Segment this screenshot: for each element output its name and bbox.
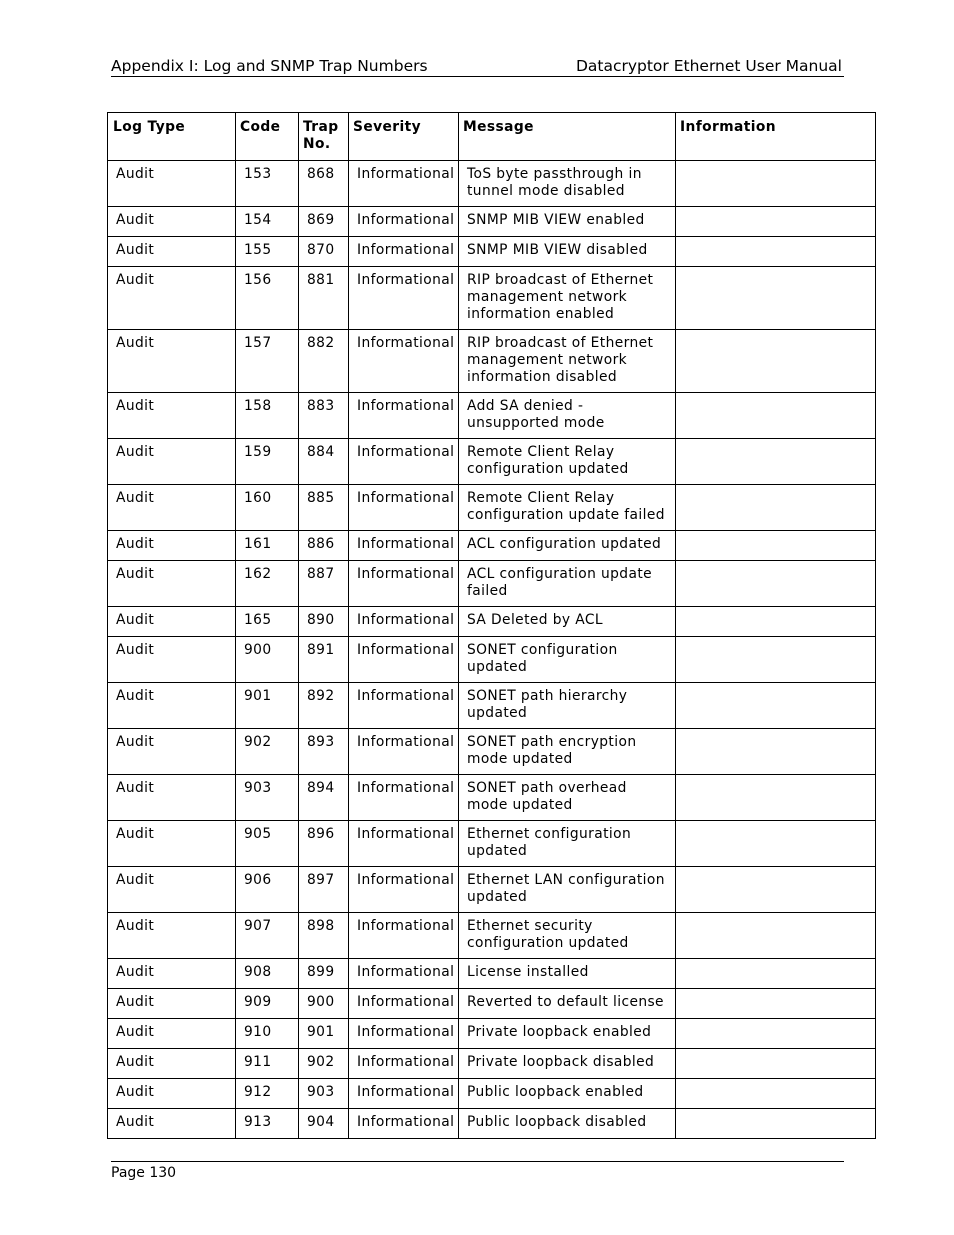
cell-information [676, 729, 876, 775]
cell-code: 910 [236, 1019, 299, 1049]
cell-log-type: Audit [108, 1079, 236, 1109]
cell-code: 165 [236, 607, 299, 637]
cell-code: 153 [236, 161, 299, 207]
table-row [108, 531, 876, 561]
cell-severity: Informational [349, 237, 459, 267]
cell-information [676, 867, 876, 913]
cell-severity: Informational [349, 393, 459, 439]
cell-trap-no: 900 [299, 989, 349, 1019]
cell-message: Ethernet LAN configuration updated [459, 867, 676, 913]
cell-trap-no: 893 [299, 729, 349, 775]
cell-trap-no: 868 [299, 161, 349, 207]
cell-code: 903 [236, 775, 299, 821]
cell-information [676, 393, 876, 439]
table-row [108, 1109, 876, 1139]
table-row [108, 207, 876, 237]
table-row [108, 393, 876, 439]
table-row [108, 683, 876, 729]
table-row [108, 959, 876, 989]
cell-trap-no: 881 [299, 267, 349, 330]
cell-trap-no: 892 [299, 683, 349, 729]
cell-log-type: Audit [108, 775, 236, 821]
cell-severity: Informational [349, 729, 459, 775]
cell-information [676, 1019, 876, 1049]
cell-information [676, 267, 876, 330]
cell-log-type: Audit [108, 485, 236, 531]
cell-code: 900 [236, 637, 299, 683]
cell-log-type: Audit [108, 393, 236, 439]
table-row [108, 607, 876, 637]
cell-severity: Informational [349, 867, 459, 913]
cell-trap-no: 869 [299, 207, 349, 237]
cell-code: 911 [236, 1049, 299, 1079]
column-header-severity: Severity [349, 113, 459, 161]
cell-message: Ethernet configuration updated [459, 821, 676, 867]
cell-information [676, 207, 876, 237]
cell-severity: Informational [349, 1109, 459, 1139]
cell-message: RIP broadcast of Ethernet management network information enabled [459, 267, 676, 330]
table-row [108, 821, 876, 867]
cell-trap-no: 902 [299, 1049, 349, 1079]
column-header-code: Code [236, 113, 299, 161]
cell-code: 908 [236, 959, 299, 989]
cell-log-type: Audit [108, 330, 236, 393]
table-row [108, 330, 876, 393]
table-row [108, 267, 876, 330]
column-header-information: Information [676, 113, 876, 161]
cell-severity: Informational [349, 913, 459, 959]
cell-code: 154 [236, 207, 299, 237]
cell-trap-no: 894 [299, 775, 349, 821]
cell-trap-no: 886 [299, 531, 349, 561]
cell-code: 913 [236, 1109, 299, 1139]
cell-message: SNMP MIB VIEW disabled [459, 237, 676, 267]
cell-severity: Informational [349, 607, 459, 637]
cell-trap-no: 897 [299, 867, 349, 913]
cell-log-type: Audit [108, 867, 236, 913]
cell-message: SA Deleted by ACL [459, 607, 676, 637]
cell-trap-no: 887 [299, 561, 349, 607]
cell-information [676, 531, 876, 561]
cell-severity: Informational [349, 637, 459, 683]
cell-severity: Informational [349, 161, 459, 207]
page-header [111, 56, 844, 77]
cell-severity: Informational [349, 439, 459, 485]
cell-message: Private loopback enabled [459, 1019, 676, 1049]
cell-severity: Informational [349, 1049, 459, 1079]
column-header-message: Message [459, 113, 676, 161]
cell-message: Remote Client Relay configuration update failed [459, 485, 676, 531]
cell-trap-no: 885 [299, 485, 349, 531]
cell-message: Add SA denied - unsupported mode [459, 393, 676, 439]
cell-code: 155 [236, 237, 299, 267]
page-number: Page 130 [111, 1165, 177, 1181]
cell-log-type: Audit [108, 561, 236, 607]
cell-code: 907 [236, 913, 299, 959]
cell-code: 901 [236, 683, 299, 729]
table-row [108, 485, 876, 531]
cell-code: 160 [236, 485, 299, 531]
column-header-trap-no: Trap No. [299, 113, 349, 161]
table-row [108, 775, 876, 821]
table-header-row [108, 113, 876, 161]
cell-code: 158 [236, 393, 299, 439]
table-row [108, 237, 876, 267]
table-row [108, 637, 876, 683]
cell-log-type: Audit [108, 607, 236, 637]
cell-severity: Informational [349, 485, 459, 531]
cell-message: ToS byte passthrough in tunnel mode disabled [459, 161, 676, 207]
cell-information [676, 607, 876, 637]
cell-severity: Informational [349, 531, 459, 561]
cell-message: Public loopback disabled [459, 1109, 676, 1139]
cell-code: 161 [236, 531, 299, 561]
cell-code: 159 [236, 439, 299, 485]
cell-log-type: Audit [108, 989, 236, 1019]
cell-severity: Informational [349, 330, 459, 393]
cell-information [676, 161, 876, 207]
column-header-log-type: Log Type [108, 113, 236, 161]
cell-message: Ethernet security configuration updated [459, 913, 676, 959]
cell-message: ACL configuration updated [459, 531, 676, 561]
cell-trap-no: 899 [299, 959, 349, 989]
cell-trap-no: 903 [299, 1079, 349, 1109]
cell-log-type: Audit [108, 913, 236, 959]
cell-severity: Informational [349, 775, 459, 821]
cell-log-type: Audit [108, 959, 236, 989]
cell-code: 906 [236, 867, 299, 913]
table-row [108, 1079, 876, 1109]
cell-trap-no: 896 [299, 821, 349, 867]
cell-information [676, 1109, 876, 1139]
cell-message: SONET path encryption mode updated [459, 729, 676, 775]
cell-severity: Informational [349, 207, 459, 237]
cell-trap-no: 870 [299, 237, 349, 267]
table-row [108, 1049, 876, 1079]
table-row [108, 561, 876, 607]
cell-information [676, 821, 876, 867]
cell-log-type: Audit [108, 1109, 236, 1139]
cell-severity: Informational [349, 683, 459, 729]
cell-code: 912 [236, 1079, 299, 1109]
cell-trap-no: 901 [299, 1019, 349, 1049]
page-footer [111, 1161, 844, 1182]
cell-information [676, 1049, 876, 1079]
cell-log-type: Audit [108, 637, 236, 683]
cell-trap-no: 890 [299, 607, 349, 637]
cell-information [676, 1079, 876, 1109]
cell-message: RIP broadcast of Ethernet management network information disabled [459, 330, 676, 393]
cell-message: SONET path hierarchy updated [459, 683, 676, 729]
cell-log-type: Audit [108, 1019, 236, 1049]
cell-log-type: Audit [108, 439, 236, 485]
cell-severity: Informational [349, 267, 459, 330]
cell-code: 156 [236, 267, 299, 330]
cell-message: SONET configuration updated [459, 637, 676, 683]
cell-information [676, 561, 876, 607]
cell-severity: Informational [349, 821, 459, 867]
cell-log-type: Audit [108, 267, 236, 330]
table-row [108, 989, 876, 1019]
cell-message: Reverted to default license [459, 989, 676, 1019]
cell-code: 157 [236, 330, 299, 393]
log-trap-table [107, 112, 876, 1139]
cell-severity: Informational [349, 959, 459, 989]
cell-severity: Informational [349, 989, 459, 1019]
cell-information [676, 683, 876, 729]
cell-code: 162 [236, 561, 299, 607]
cell-trap-no: 898 [299, 913, 349, 959]
header-section-title: Appendix I: Log and SNMP Trap Numbers [111, 57, 428, 75]
cell-message: Remote Client Relay configuration updated [459, 439, 676, 485]
cell-message: Public loopback enabled [459, 1079, 676, 1109]
cell-information [676, 959, 876, 989]
table-row [108, 913, 876, 959]
cell-log-type: Audit [108, 821, 236, 867]
cell-information [676, 485, 876, 531]
table-row [108, 161, 876, 207]
cell-message: ACL configuration update failed [459, 561, 676, 607]
cell-information [676, 775, 876, 821]
cell-information [676, 237, 876, 267]
cell-information [676, 330, 876, 393]
cell-information [676, 989, 876, 1019]
cell-information [676, 439, 876, 485]
table-row [108, 439, 876, 485]
cell-message: License installed [459, 959, 676, 989]
cell-message: Private loopback disabled [459, 1049, 676, 1079]
cell-severity: Informational [349, 1019, 459, 1049]
cell-severity: Informational [349, 561, 459, 607]
cell-message: SONET path overhead mode updated [459, 775, 676, 821]
cell-code: 902 [236, 729, 299, 775]
cell-information [676, 637, 876, 683]
cell-log-type: Audit [108, 1049, 236, 1079]
cell-code: 905 [236, 821, 299, 867]
cell-log-type: Audit [108, 207, 236, 237]
cell-log-type: Audit [108, 161, 236, 207]
table-row [108, 1019, 876, 1049]
cell-message: SNMP MIB VIEW enabled [459, 207, 676, 237]
cell-trap-no: 891 [299, 637, 349, 683]
table-row [108, 729, 876, 775]
cell-log-type: Audit [108, 729, 236, 775]
cell-code: 909 [236, 989, 299, 1019]
cell-trap-no: 884 [299, 439, 349, 485]
cell-trap-no: 882 [299, 330, 349, 393]
header-manual-title: Datacryptor Ethernet User Manual [575, 57, 842, 75]
cell-log-type: Audit [108, 683, 236, 729]
cell-log-type: Audit [108, 237, 236, 267]
cell-log-type: Audit [108, 531, 236, 561]
cell-trap-no: 904 [299, 1109, 349, 1139]
cell-information [676, 913, 876, 959]
table-row [108, 867, 876, 913]
cell-trap-no: 883 [299, 393, 349, 439]
cell-severity: Informational [349, 1079, 459, 1109]
